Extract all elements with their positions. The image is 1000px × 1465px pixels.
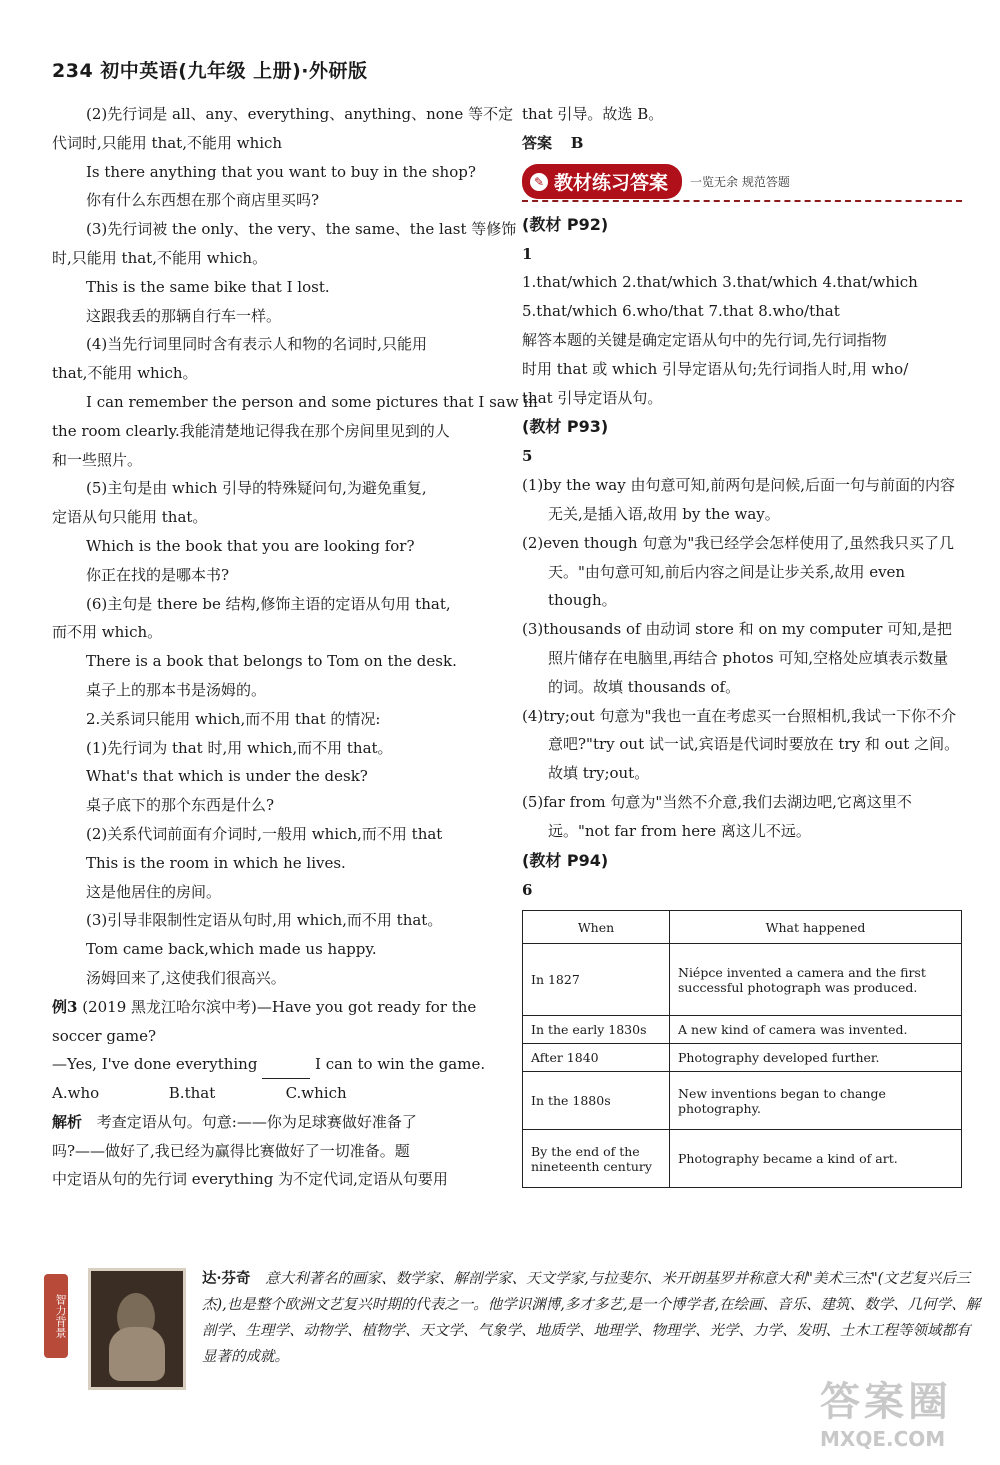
table-row: In the 1880s New inventions began to change photography. [523,1072,962,1130]
p92-line-4: 时用 that 或 which 引导定语从句;先行词指人时,用 who/ [522,359,909,378]
example-text: (2019 黑龙江哈尔滨中考)—Have you got ready for the [82,997,477,1016]
left-line: 桌子底下的那个东西是什么? [86,796,275,815]
p93-item-2: (2)even though 句意为"我已经学会怎样使用了,虽然我只买了几天。"由句意可知,前后内容之间是让步关系,故用 even though。 [522,533,954,610]
left-line: There is a book that belongs to Tom on the desk. [86,652,457,671]
left-line: the room clearly.我能清楚地记得我在那个房间里见到的人 [52,421,450,440]
left-line: 定语从句只能用 that。 [52,508,208,527]
left-line: This is the same bike that I lost. [86,277,330,296]
left-line: that,不能用 which。 [52,364,198,383]
left-line: I can remember the person and some pictures that I saw in [86,392,538,411]
left-line: (3)先行词被 the only、the very、the same、the last 等修饰 [86,220,517,239]
example-label: 例3 [52,997,78,1016]
left-line: 你有什么东西想在那个商店里买吗? [86,191,320,210]
table-row: After 1840 Photography developed further. [523,1044,962,1072]
portrait-beard [109,1327,165,1381]
option-b: B.that [168,1084,216,1103]
p93-item-1: (1)by the way 由句意可知,前两句是问候,后面一句与前面的内容无关,是插入语,故用 by the way。 [522,476,955,523]
table-header-row [523,911,962,944]
left-line: 你正在找的是哪本书? [86,565,230,584]
header-when: When [523,911,670,944]
p92-line-5: that 引导定语从句。 [522,388,663,407]
page-header: 234 初中英语(九年级 上册)·外研版 [52,60,368,82]
example-reply: —Yes, I've done everything I can to win the game. [52,1050,492,1079]
left-line: (6)主句是 there be 结构,修饰主语的定语从句用 that, [86,594,451,613]
watermark-url: MXQE.COM [820,1427,946,1451]
option-c: C.which [285,1084,347,1103]
knowledge-text [202,1266,982,1370]
knowledge-tag: 智力背景 [44,1274,68,1358]
answer-line [522,129,962,158]
example-cont: soccer game? [52,1026,157,1045]
left-line: (2)先行词是 all、any、everything、anything、none 等不定 [86,105,514,123]
left-line: 2.关系词只能用 which,而不用 that 的情况: [86,709,381,728]
left-line: 和一些照片。 [52,450,143,469]
answer-value: B [570,133,584,152]
analysis-label: 解析 [52,1112,83,1131]
left-line: (3)引导非限制性定语从句时,用 which,而不用 that。 [86,911,443,930]
p92-line-2: 5.that/which 6.who/that 7.that 8.who/that [522,302,840,321]
left-line: Which is the book that you are looking for? [86,536,415,555]
right-column [522,100,962,1188]
pencil-icon: ✎ [530,173,548,191]
analysis-line-2: 吗?——做好了,我已经为赢得比赛做好了一切准备。题 [52,1141,410,1160]
photography-history-table [522,910,962,1188]
header-what-happened: What happened [670,911,962,944]
analysis-tail: that 引导。故选 B。 [522,105,664,123]
left-line: 代词时,只能用 that,不能用 which [52,133,283,152]
left-line: Is there anything that you want to buy in the shop? [86,162,476,181]
example-options [52,1079,492,1108]
left-line: This is the room in which he lives. [86,853,346,872]
banner-title: 教材练习答案 [554,172,669,195]
left-line: 而不用 which。 [52,623,163,642]
knowledge-name: 达·芬奇 [202,1270,251,1287]
analysis-line-1: 解析 考查定语从句。句意:——你为足球赛做好准备了 [52,1112,417,1131]
left-line: 时,只能用 that,不能用 which。 [52,248,268,267]
left-line: Tom came back,which made us happy. [86,940,377,959]
section-title-p94: (教材 P94) [522,850,609,870]
p92-line-3: 解答本题的关键是确定定语从句中的先行词,先行词指物 [522,330,887,349]
banner-subtitle: 一览无余 规范答题 [690,175,790,190]
da-vinci-portrait [88,1268,186,1390]
section-title-p92: (教材 P92) [522,214,609,234]
option-a: A.who [52,1084,100,1103]
left-line: What's that which is under the desk? [86,767,368,786]
watermark [820,1370,990,1451]
left-line: (4)当先行词里同时含有表示人和物的名词时,只能用 [86,335,428,354]
p93-item-5: (5)far from 句意为"当然不介意,我们去湖边吧,它离这里不远。"not far from here 离这儿不远。 [522,792,912,840]
answer-label: 答案 [522,133,553,152]
p93-item-3: (3)thousands of 由动词 store 和 on my computer 可知,是把照片储存在电脑里,再结合 photos 可知,空格处应填表示数量的词。故填 thousands of。 [522,620,952,696]
table-row: In the early 1830s A new kind of camera was invented. [523,1016,962,1044]
knowledge-body: 意大利著名的画家、数学家、解剖学家、天文学家,与拉斐尔、米开朗基罗并称意大利"美术三杰"(文艺复兴后三杰),也是整个欧洲文艺复兴时期的代表之一。他学识渊博,多才多艺,是一个博学者,在绘画、音乐、建筑、数学、几何学、解剖学、生理学、动物学、植物学、天文学、气象学、地质学、地理学、物理学、光学、力学、发明、土木工程等领域都有显著的成就。 [202,1271,981,1365]
section-title-p93: (教材 P93) [522,417,609,437]
answer-blank [262,1062,310,1079]
section-num-6: 6 [522,880,533,899]
section-num-5: 5 [522,447,533,466]
example-heading [52,993,492,1022]
textbook-answers-banner [522,164,962,202]
watermark-logo: 答案圈 [820,1379,952,1425]
left-line: 这跟我丢的那辆自行车一样。 [86,306,282,325]
left-line: 这是他居住的房间。 [86,882,222,901]
section-num-1: 1 [522,244,533,263]
left-line: 汤姆回来了,这使我们很高兴。 [86,968,286,987]
table-row: By the end of the nineteenth century Photography became a kind of art. [523,1130,962,1188]
left-line: 桌子上的那本书是汤姆的。 [86,680,267,699]
left-line: (5)主句是由 which 引导的特殊疑问句,为避免重复, [86,479,427,498]
analysis-line-3: 中定语从句的先行词 everything 为不定代词,定语从句要用 [52,1170,448,1189]
left-line: (2)关系代词前面有介词时,一般用 which,而不用 that [86,824,443,843]
left-line: (1)先行词为 that 时,用 which,而不用 that。 [86,738,393,757]
p92-line-1: 1.that/which 2.that/which 3.that/which 4.that/which [522,273,918,292]
table-row: In 1827 Niépce invented a camera and the first successful photograph was produced. [523,944,962,1016]
banner-pill [522,164,682,199]
p93-item-4: (4)try;out 句意为"我也一直在考虑买一台照相机,我试一下你不介意吧?"try out 试一试,宾语是代词时要放在 try 和 out 之间。故填 try;out。 [522,706,960,783]
